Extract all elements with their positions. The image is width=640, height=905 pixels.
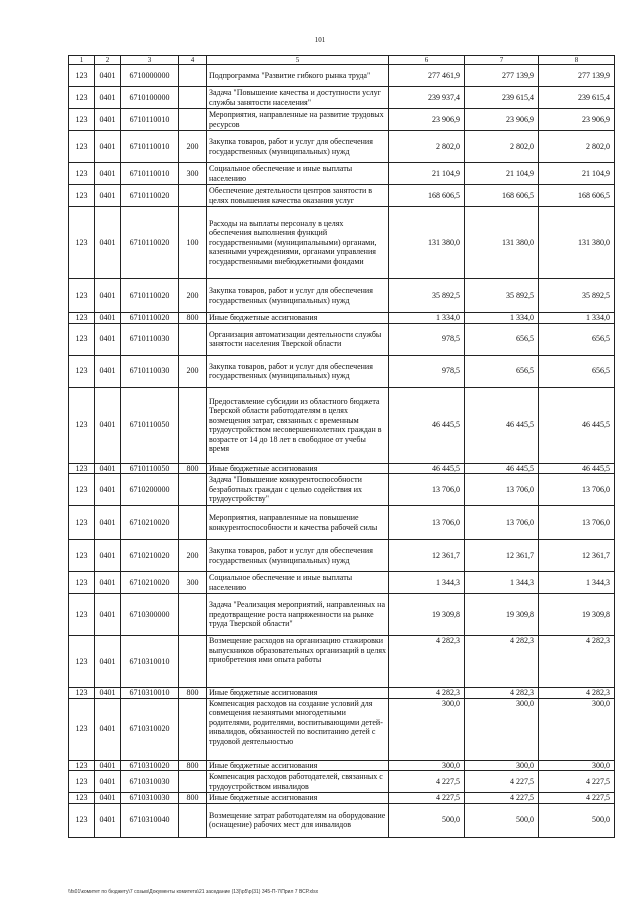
item-name-cell: Иные бюджетные ассигнования [207,463,389,474]
item-name-cell: Компенсация расходов работодателей, связанных с трудоустройством инвалидов [207,771,389,793]
amount-year2-cell: 21 104,9 [465,163,539,185]
amount-year1-cell: 35 892,5 [389,279,465,313]
expense-type-cell: 100 [179,207,207,279]
table-row [69,163,615,185]
ministry-code-cell: 123 [69,207,95,279]
item-name-cell: Расходы на выплаты персоналу в целях обеспечения выполнения функций государственными (муниципальными) органами, казенными учреждениями, органами управления государственными внебюджетными фондами [207,207,389,279]
section-code-cell: 0401 [95,698,121,760]
ministry-code-cell: 123 [69,698,95,760]
amount-year2-cell: 12 361,7 [465,540,539,572]
table-row [69,803,615,837]
expense-type-cell [179,594,207,636]
expense-type-cell [179,387,207,463]
expense-type-cell [179,803,207,837]
section-code-cell: 0401 [95,163,121,185]
amount-year2-cell: 239 615,4 [465,87,539,109]
target-article-cell: 6710110020 [121,279,179,313]
amount-year2-cell: 300,0 [465,760,539,771]
section-code-cell: 0401 [95,474,121,506]
expense-type-cell: 200 [179,279,207,313]
section-code-cell: 0401 [95,313,121,324]
expense-type-cell [179,698,207,760]
expense-type-cell: 200 [179,540,207,572]
target-article-cell: 6710110010 [121,109,179,131]
item-name-cell: Задача "Повышение качества и доступности услуг службы занятости населения" [207,87,389,109]
ministry-code-cell: 123 [69,636,95,688]
amount-year1-cell: 168 606,5 [389,185,465,207]
table-row [69,771,615,793]
target-article-cell: 6710310030 [121,771,179,793]
table-row [69,87,615,109]
amount-year3-cell: 23 906,9 [539,109,615,131]
table-row [69,185,615,207]
amount-year3-cell: 4 282,3 [539,688,615,699]
ministry-code-cell: 123 [69,463,95,474]
expense-type-cell: 300 [179,572,207,594]
ministry-code-cell: 123 [69,506,95,540]
table-row [69,65,615,87]
amount-year3-cell: 656,5 [539,323,615,355]
ministry-code-cell: 123 [69,540,95,572]
expense-type-cell: 200 [179,355,207,387]
amount-year1-cell: 13 706,0 [389,506,465,540]
item-name-cell: Закупка товаров, работ и услуг для обеспечения государственных (муниципальных) нужд [207,279,389,313]
amount-year1-cell: 1 344,3 [389,572,465,594]
expense-type-cell [179,636,207,688]
table-row [69,131,615,163]
target-article-cell: 6710310040 [121,803,179,837]
expense-type-cell: 800 [179,463,207,474]
target-article-cell: 6710110030 [121,355,179,387]
item-name-cell: Компенсация расходов на создание условий для совмещения незанятыми многодетными родителями, родителями, воспитывающими детей-инвалидов, обязанностей по воспитанию детей с трудовой деятельностью [207,698,389,760]
item-name-cell: Иные бюджетные ассигнования [207,688,389,699]
target-article-cell: 6710110010 [121,131,179,163]
amount-year1-cell: 500,0 [389,803,465,837]
item-name-cell: Закупка товаров, работ и услуг для обеспечения государственных (муниципальных) нужд [207,355,389,387]
table-body [69,65,615,838]
target-article-cell: 6710210020 [121,506,179,540]
amount-year2-cell: 23 906,9 [465,109,539,131]
amount-year1-cell: 13 706,0 [389,474,465,506]
header-row [69,56,615,65]
amount-year1-cell: 2 802,0 [389,131,465,163]
expense-type-cell: 800 [179,760,207,771]
ministry-code-cell: 123 [69,131,95,163]
amount-year2-cell: 4 282,3 [465,636,539,688]
table-row [69,636,615,688]
amount-year1-cell: 4 227,5 [389,793,465,804]
expense-type-cell [179,506,207,540]
ministry-code-cell: 123 [69,594,95,636]
column-header: 3 [121,56,179,65]
amount-year3-cell: 4 227,5 [539,793,615,804]
amount-year2-cell: 277 139,9 [465,65,539,87]
amount-year3-cell: 1 344,3 [539,572,615,594]
target-article-cell: 6710000000 [121,65,179,87]
table-row [69,698,615,760]
amount-year3-cell: 46 445,5 [539,387,615,463]
expense-type-cell: 300 [179,163,207,185]
amount-year2-cell: 1 344,3 [465,572,539,594]
section-code-cell: 0401 [95,771,121,793]
section-code-cell: 0401 [95,207,121,279]
ministry-code-cell: 123 [69,279,95,313]
amount-year3-cell: 19 309,8 [539,594,615,636]
amount-year1-cell: 4 282,3 [389,636,465,688]
ministry-code-cell: 123 [69,323,95,355]
amount-year3-cell: 168 606,5 [539,185,615,207]
ministry-code-cell: 123 [69,185,95,207]
table-row [69,474,615,506]
amount-year2-cell: 4 282,3 [465,688,539,699]
amount-year2-cell: 13 706,0 [465,506,539,540]
ministry-code-cell: 123 [69,803,95,837]
column-header: 6 [389,56,465,65]
column-header: 1 [69,56,95,65]
amount-year3-cell: 4 227,5 [539,771,615,793]
section-code-cell: 0401 [95,803,121,837]
amount-year2-cell: 168 606,5 [465,185,539,207]
table-row [69,793,615,804]
section-code-cell: 0401 [95,793,121,804]
section-code-cell: 0401 [95,279,121,313]
section-code-cell: 0401 [95,355,121,387]
ministry-code-cell: 123 [69,474,95,506]
item-name-cell: Закупка товаров, работ и услуг для обеспечения государственных (муниципальных) нужд [207,540,389,572]
column-header: 5 [207,56,389,65]
expense-type-cell: 200 [179,131,207,163]
expense-type-cell [179,185,207,207]
amount-year1-cell: 239 937,4 [389,87,465,109]
file-path-footer: \\fs01\комитет по бюджету\7 созыв\Документы комитета\21 заседание (13)\р5\р(31) 345-П-7\Прил 7 ВСР.xlsx [68,889,319,895]
amount-year3-cell: 500,0 [539,803,615,837]
table-row [69,279,615,313]
target-article-cell: 6710310020 [121,760,179,771]
ministry-code-cell: 123 [69,65,95,87]
amount-year2-cell: 656,5 [465,355,539,387]
amount-year1-cell: 19 309,8 [389,594,465,636]
table-row [69,540,615,572]
column-header: 7 [465,56,539,65]
table-row [69,109,615,131]
section-code-cell: 0401 [95,65,121,87]
section-code-cell: 0401 [95,87,121,109]
amount-year1-cell: 21 104,9 [389,163,465,185]
amount-year2-cell: 500,0 [465,803,539,837]
item-name-cell: Обеспечение деятельности центров занятости в целях повышения качества оказания услуг [207,185,389,207]
target-article-cell: 6710110030 [121,323,179,355]
amount-year3-cell: 4 282,3 [539,636,615,688]
amount-year1-cell: 300,0 [389,760,465,771]
column-header: 8 [539,56,615,65]
page-number: 101 [314,36,326,44]
amount-year3-cell: 21 104,9 [539,163,615,185]
section-code-cell: 0401 [95,594,121,636]
amount-year2-cell: 131 380,0 [465,207,539,279]
target-article-cell: 6710210020 [121,572,179,594]
section-code-cell: 0401 [95,131,121,163]
target-article-cell: 6710110020 [121,313,179,324]
amount-year3-cell: 13 706,0 [539,506,615,540]
item-name-cell: Возмещение затрат работодателям на оборудование (оснащение) рабочих мест для инвалидов [207,803,389,837]
expense-type-cell [179,474,207,506]
amount-year1-cell: 277 461,9 [389,65,465,87]
item-name-cell: Предоставление субсидии из областного бюджета Тверской области работодателям в целях возмещения затрат, связанных с временным трудоустройством несовершеннолетних граждан в возрасте от 14 до 18 лет в свободное от учебы время [207,387,389,463]
item-name-cell: Мероприятия, направленные на повышение конкурентоспособности и качества рабочей силы [207,506,389,540]
expense-type-cell: 800 [179,313,207,324]
target-article-cell: 6710300000 [121,594,179,636]
table-row [69,506,615,540]
table-row [69,313,615,324]
item-name-cell: Организация автоматизации деятельности службы занятости населения Тверской области [207,323,389,355]
amount-year1-cell: 4 282,3 [389,688,465,699]
section-code-cell: 0401 [95,572,121,594]
target-article-cell: 6710110050 [121,387,179,463]
table-row [69,463,615,474]
item-name-cell: Социальное обеспечение и иные выплаты населению [207,572,389,594]
table-row [69,760,615,771]
amount-year3-cell: 239 615,4 [539,87,615,109]
item-name-cell: Задача "Повышение конкурентоспособности безработных граждан с целью содействия их трудоустройству" [207,474,389,506]
ministry-code-cell: 123 [69,87,95,109]
amount-year3-cell: 2 802,0 [539,131,615,163]
target-article-cell: 6710110020 [121,185,179,207]
ministry-code-cell: 123 [69,355,95,387]
amount-year3-cell: 131 380,0 [539,207,615,279]
amount-year3-cell: 35 892,5 [539,279,615,313]
table-row [69,688,615,699]
column-header: 2 [95,56,121,65]
amount-year3-cell: 300,0 [539,698,615,760]
amount-year1-cell: 46 445,5 [389,387,465,463]
amount-year2-cell: 19 309,8 [465,594,539,636]
expense-type-cell [179,109,207,131]
table-row [69,323,615,355]
section-code-cell: 0401 [95,540,121,572]
ministry-code-cell: 123 [69,387,95,463]
column-header: 4 [179,56,207,65]
section-code-cell: 0401 [95,760,121,771]
table-row [69,594,615,636]
item-name-cell: Социальное обеспечение и иные выплаты населению [207,163,389,185]
amount-year3-cell: 277 139,9 [539,65,615,87]
item-name-cell: Закупка товаров, работ и услуг для обеспечения государственных (муниципальных) нужд [207,131,389,163]
amount-year1-cell: 46 445,5 [389,463,465,474]
ministry-code-cell: 123 [69,771,95,793]
section-code-cell: 0401 [95,688,121,699]
item-name-cell: Иные бюджетные ассигнования [207,793,389,804]
amount-year2-cell: 4 227,5 [465,793,539,804]
section-code-cell: 0401 [95,387,121,463]
target-article-cell: 6710110050 [121,463,179,474]
amount-year3-cell: 656,5 [539,355,615,387]
section-code-cell: 0401 [95,506,121,540]
expense-type-cell [179,87,207,109]
target-article-cell: 6710200000 [121,474,179,506]
amount-year2-cell: 1 334,0 [465,313,539,324]
target-article-cell: 6710310020 [121,698,179,760]
target-article-cell: 6710310010 [121,636,179,688]
item-name-cell: Подпрограмма "Развитие гибкого рынка труда" [207,65,389,87]
expense-type-cell [179,771,207,793]
amount-year1-cell: 978,5 [389,323,465,355]
budget-table [68,55,615,838]
item-name-cell: Иные бюджетные ассигнования [207,760,389,771]
expense-type-cell: 800 [179,793,207,804]
ministry-code-cell: 123 [69,760,95,771]
amount-year1-cell: 4 227,5 [389,771,465,793]
amount-year3-cell: 300,0 [539,760,615,771]
item-name-cell: Возмещение расходов на организацию стажировки выпускников образовательных организаций в целях приобретения ими опыта работы [207,636,389,688]
amount-year2-cell: 4 227,5 [465,771,539,793]
ministry-code-cell: 123 [69,163,95,185]
ministry-code-cell: 123 [69,572,95,594]
ministry-code-cell: 123 [69,313,95,324]
target-article-cell: 6710110020 [121,207,179,279]
amount-year1-cell: 978,5 [389,355,465,387]
expense-type-cell [179,323,207,355]
target-article-cell: 6710100000 [121,87,179,109]
ministry-code-cell: 123 [69,688,95,699]
amount-year2-cell: 2 802,0 [465,131,539,163]
amount-year2-cell: 46 445,5 [465,387,539,463]
target-article-cell: 6710310030 [121,793,179,804]
amount-year2-cell: 656,5 [465,323,539,355]
target-article-cell: 6710110010 [121,163,179,185]
section-code-cell: 0401 [95,323,121,355]
table-row [69,355,615,387]
amount-year2-cell: 46 445,5 [465,463,539,474]
amount-year1-cell: 23 906,9 [389,109,465,131]
amount-year1-cell: 12 361,7 [389,540,465,572]
amount-year2-cell: 13 706,0 [465,474,539,506]
amount-year1-cell: 131 380,0 [389,207,465,279]
table-row [69,207,615,279]
expense-type-cell: 800 [179,688,207,699]
amount-year3-cell: 1 334,0 [539,313,615,324]
amount-year3-cell: 46 445,5 [539,463,615,474]
amount-year2-cell: 35 892,5 [465,279,539,313]
item-name-cell: Иные бюджетные ассигнования [207,313,389,324]
target-article-cell: 6710310010 [121,688,179,699]
item-name-cell: Задача "Реализация мероприятий, направленных на предотвращение роста напряженности на рынке труда Тверской области" [207,594,389,636]
table-row [69,572,615,594]
section-code-cell: 0401 [95,463,121,474]
amount-year3-cell: 13 706,0 [539,474,615,506]
section-code-cell: 0401 [95,109,121,131]
ministry-code-cell: 123 [69,793,95,804]
amount-year1-cell: 1 334,0 [389,313,465,324]
section-code-cell: 0401 [95,185,121,207]
item-name-cell: Мероприятия, направленные на развитие трудовых ресурсов [207,109,389,131]
section-code-cell: 0401 [95,636,121,688]
target-article-cell: 6710210020 [121,540,179,572]
table-row [69,387,615,463]
amount-year1-cell: 300,0 [389,698,465,760]
amount-year2-cell: 300,0 [465,698,539,760]
amount-year3-cell: 12 361,7 [539,540,615,572]
ministry-code-cell: 123 [69,109,95,131]
expense-type-cell [179,65,207,87]
